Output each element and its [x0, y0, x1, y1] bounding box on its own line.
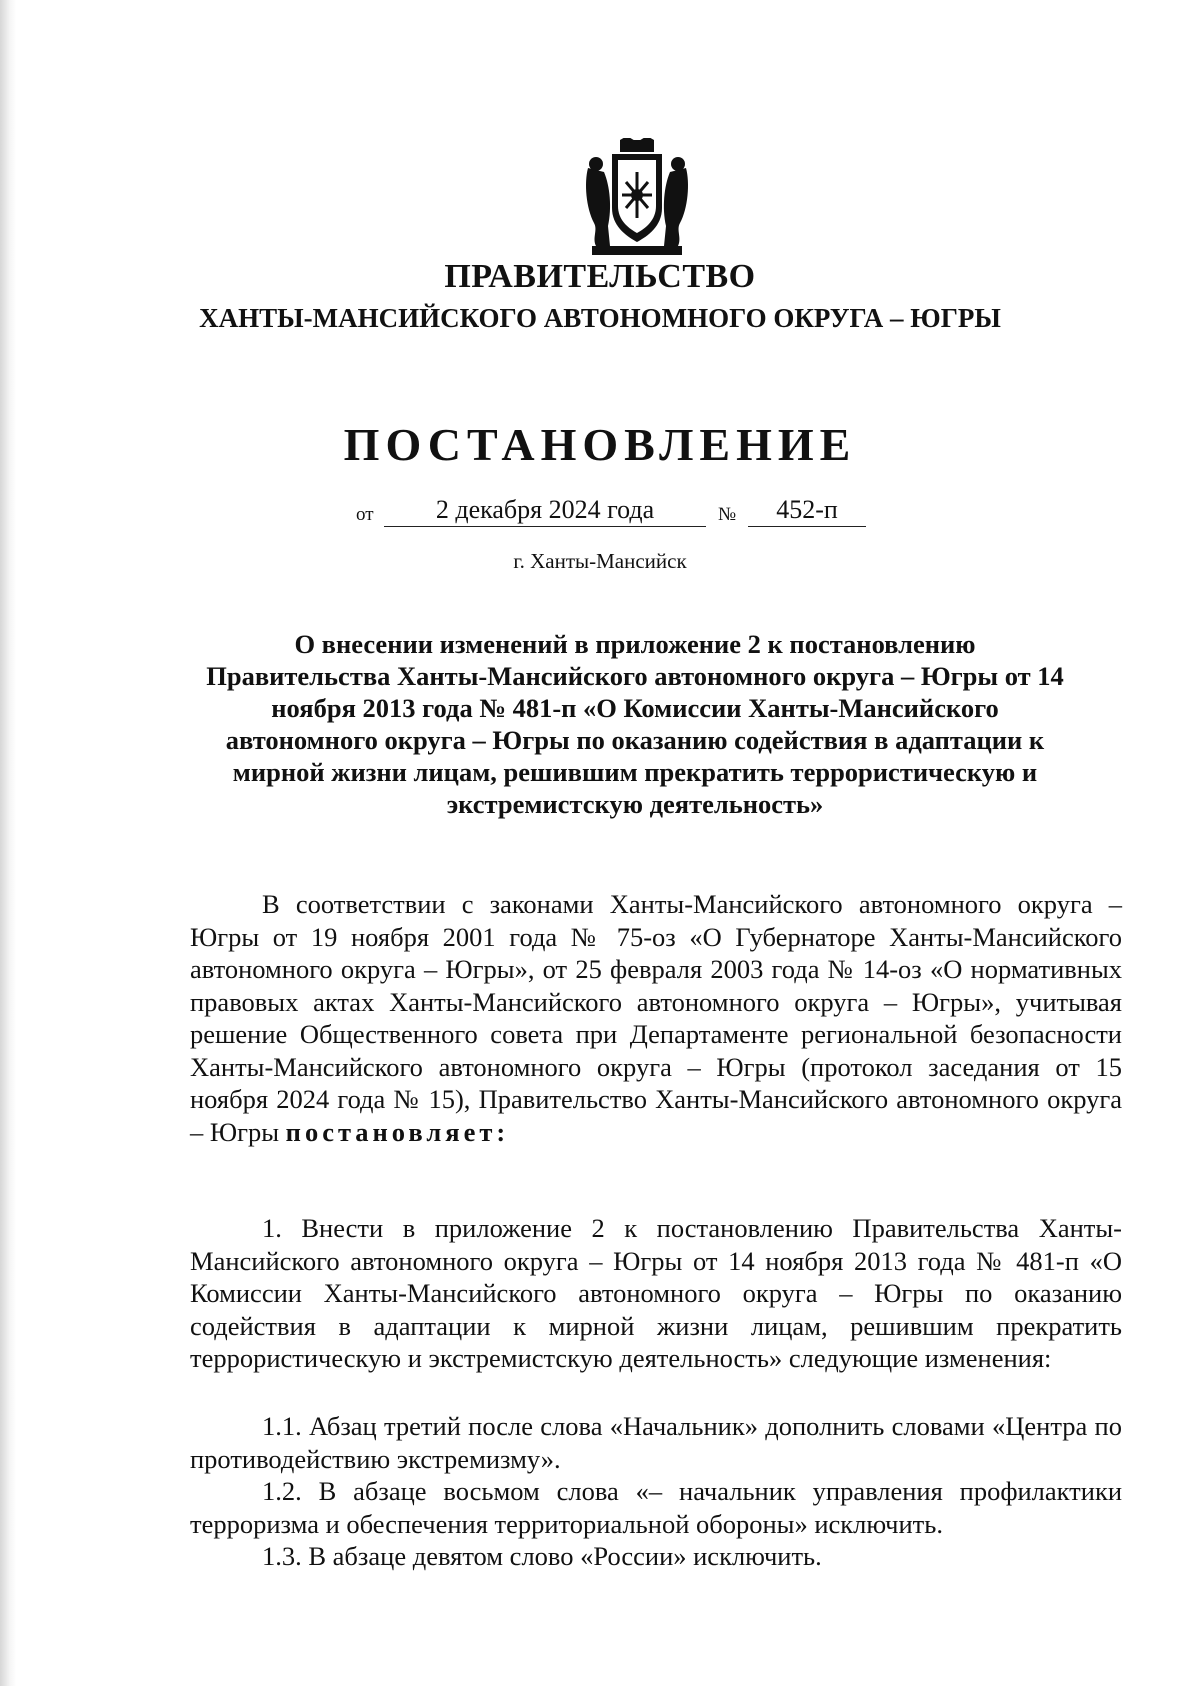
- item-1-3-text: 1.3. В абзаце девятом слово «России» исключить.: [262, 1541, 822, 1571]
- document-date: 2 декабря 2024 года: [384, 494, 706, 527]
- document-subject: О внесении изменений в приложение 2 к постановлению Правительства Ханты-Мансийского автономного округа – Югры от 14 ноября 2013 года № 481-п «О Комиссии Ханты-Мансийского автономного округа – Югры по оказанию содействия в адаптации к мирной жизни лицам, решившим прекратить террористическую и экстремистскую деятельность»: [206, 629, 1064, 819]
- preamble-paragraph: [190, 888, 1122, 1148]
- government-title: ПРАВИТЕЛЬСТВО: [444, 258, 756, 295]
- item-1-2: [190, 1475, 1122, 1540]
- region-title: ХАНТЫ-МАНСИЙСКОГО АВТОНОМНОГО ОКРУГА – ЮГРЫ: [199, 303, 1001, 333]
- city: г. Ханты-Мансийск: [513, 549, 687, 573]
- coat-of-arms-icon: [582, 138, 692, 258]
- resolves-text: постановляет:: [285, 1116, 510, 1147]
- item-1-3: [190, 1540, 1122, 1573]
- number-prefix: №: [718, 504, 737, 525]
- item-1-2-text: 1.2. В абзаце восьмом слова «– начальник управления профилактики терроризма и обеспечения территориальной обороны» исключить.: [190, 1476, 1122, 1539]
- date-number-line: [356, 494, 916, 530]
- scan-edge: [0, 0, 16, 1686]
- preamble-text: В соответствии с законами Ханты-Мансийского автономного округа – Югры от 19 ноября 2001 года № 75-оз «О Губернаторе Ханты-Мансийского автономного округа – Югры», от 25 февраля 2003 года № 14-оз «О нормативных правовых актах Ханты-Мансийского автономного округа – Югры», учитывая решение Общественного совета при Департаменте региональной безопасности Ханты-Мансийского автономного округа – Югры (протокол заседания от 15 ноября 2024 года № 15), Правительство Ханты-Мансийского автономного округа – Югры: [190, 889, 1122, 1147]
- item-1-text: 1. Внести в приложение 2 к постановлению Правительства Ханты-Мансийского автономного округа – Югры от 14 ноября 2013 года № 481-п «О Комиссии Ханты-Мансийского автономного округа – Югры по оказанию содействия в адаптации к мирной жизни лицам, решившим прекратить террористическую и экстремистскую деятельность» следующие изменения:: [190, 1213, 1122, 1373]
- item-1-1: [190, 1410, 1122, 1475]
- item-1-1-text: 1.1. Абзац третий после слова «Начальник» дополнить словами «Центра по противодействию экстремизму».: [190, 1411, 1122, 1474]
- date-prefix: от: [356, 504, 374, 525]
- document-type: ПОСТАНОВЛЕНИЕ: [343, 419, 857, 470]
- item-1: [190, 1212, 1122, 1375]
- document-number: 452-п: [748, 494, 866, 527]
